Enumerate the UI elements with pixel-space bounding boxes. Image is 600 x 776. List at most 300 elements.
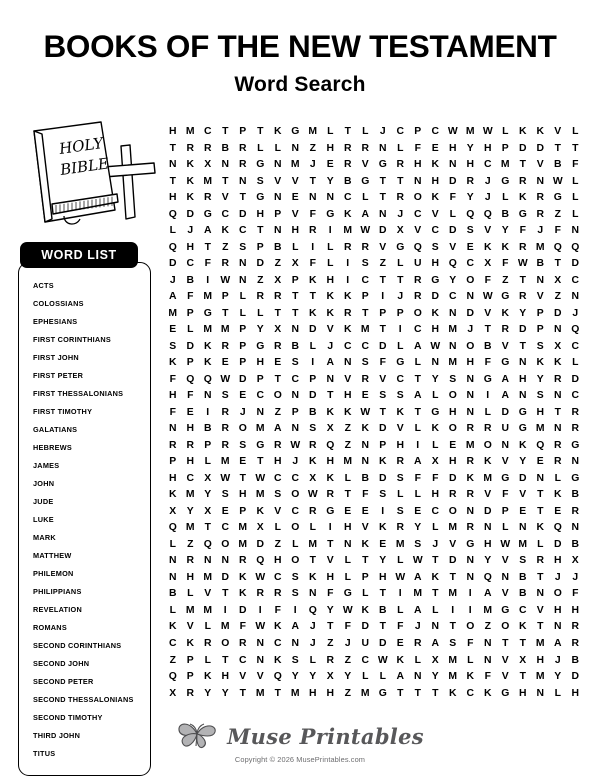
- grid-cell[interactable]: K: [273, 654, 282, 666]
- grid-cell[interactable]: V: [536, 604, 544, 616]
- grid-cell[interactable]: S: [449, 637, 457, 649]
- grid-cell[interactable]: P: [501, 505, 509, 517]
- grid-cell[interactable]: T: [554, 142, 561, 154]
- grid-cell[interactable]: R: [396, 159, 404, 171]
- grid-cell[interactable]: T: [362, 555, 369, 567]
- grid-cell[interactable]: Y: [519, 456, 527, 468]
- grid-cell[interactable]: B: [501, 208, 509, 220]
- grid-cell[interactable]: T: [257, 126, 264, 137]
- grid-cell[interactable]: H: [221, 671, 229, 683]
- grid-cell[interactable]: T: [537, 621, 544, 633]
- grid-cell[interactable]: S: [291, 654, 299, 666]
- grid-cell[interactable]: Z: [274, 258, 281, 270]
- grid-cell[interactable]: G: [518, 208, 527, 220]
- grid-cell[interactable]: U: [361, 637, 369, 649]
- grid-cell[interactable]: Z: [344, 654, 351, 666]
- grid-cell[interactable]: Q: [168, 522, 177, 534]
- word-list-item[interactable]: SECOND CORINTHIANS: [33, 641, 122, 651]
- grid-cell[interactable]: F: [414, 142, 421, 154]
- grid-cell[interactable]: L: [344, 555, 351, 567]
- grid-cell[interactable]: S: [239, 439, 247, 451]
- grid-cell[interactable]: M: [255, 687, 265, 699]
- word-list-item[interactable]: FIRST JOHN: [33, 353, 79, 363]
- grid-cell[interactable]: F: [169, 406, 176, 418]
- grid-cell[interactable]: N: [168, 423, 177, 435]
- grid-cell[interactable]: L: [449, 208, 456, 220]
- grid-cell[interactable]: R: [466, 175, 474, 187]
- grid-cell[interactable]: P: [239, 505, 247, 517]
- grid-cell[interactable]: B: [553, 159, 562, 171]
- grid-cell[interactable]: W: [517, 258, 528, 270]
- grid-cell[interactable]: T: [274, 307, 281, 319]
- grid-cell[interactable]: Q: [553, 241, 562, 253]
- grid-cell[interactable]: B: [483, 340, 492, 352]
- grid-cell[interactable]: A: [326, 357, 334, 369]
- grid-cell[interactable]: X: [396, 225, 404, 237]
- grid-cell[interactable]: C: [291, 505, 299, 517]
- word-list-item[interactable]: LUKE: [33, 515, 54, 525]
- grid-cell[interactable]: P: [396, 307, 404, 319]
- grid-cell[interactable]: M: [483, 604, 493, 616]
- grid-cell[interactable]: F: [379, 357, 386, 369]
- grid-cell[interactable]: Y: [221, 687, 229, 699]
- grid-cell[interactable]: C: [221, 208, 229, 220]
- grid-cell[interactable]: N: [291, 423, 299, 435]
- grid-cell[interactable]: J: [327, 340, 334, 352]
- word-list-item[interactable]: FIRST THESSALONIANS: [33, 389, 124, 399]
- grid-cell[interactable]: M: [185, 489, 195, 501]
- grid-cell[interactable]: Y: [309, 671, 317, 683]
- grid-cell[interactable]: F: [239, 621, 246, 633]
- grid-cell[interactable]: S: [396, 505, 404, 517]
- grid-cell[interactable]: H: [431, 175, 439, 187]
- grid-cell[interactable]: L: [344, 472, 351, 484]
- grid-cell[interactable]: K: [501, 241, 509, 253]
- grid-cell[interactable]: N: [361, 439, 369, 451]
- grid-cell[interactable]: P: [309, 373, 317, 385]
- grid-cell[interactable]: L: [309, 522, 316, 534]
- grid-cell[interactable]: T: [414, 687, 421, 699]
- grid-cell[interactable]: N: [448, 159, 457, 171]
- grid-cell[interactable]: R: [413, 291, 422, 303]
- grid-cell[interactable]: G: [378, 159, 387, 171]
- grid-cell[interactable]: M: [185, 126, 195, 137]
- grid-cell[interactable]: D: [536, 142, 544, 154]
- grid-cell[interactable]: M: [500, 159, 510, 171]
- grid-cell[interactable]: T: [519, 671, 526, 683]
- grid-cell[interactable]: E: [466, 241, 474, 253]
- grid-cell[interactable]: O: [238, 423, 247, 435]
- grid-cell[interactable]: N: [256, 637, 264, 649]
- grid-cell[interactable]: V: [379, 241, 387, 253]
- grid-cell[interactable]: R: [361, 241, 369, 253]
- grid-cell[interactable]: T: [222, 588, 229, 600]
- grid-cell[interactable]: F: [572, 588, 579, 600]
- grid-cell[interactable]: N: [221, 555, 229, 567]
- grid-cell[interactable]: N: [466, 291, 474, 303]
- grid-cell[interactable]: M: [185, 604, 195, 616]
- grid-cell[interactable]: E: [274, 357, 282, 369]
- grid-cell[interactable]: L: [187, 324, 194, 336]
- grid-cell[interactable]: N: [483, 637, 492, 649]
- grid-cell[interactable]: E: [536, 456, 544, 468]
- grid-cell[interactable]: T: [257, 456, 264, 468]
- grid-cell[interactable]: I: [328, 225, 332, 237]
- grid-cell[interactable]: M: [203, 571, 213, 583]
- grid-cell[interactable]: L: [169, 225, 176, 237]
- grid-cell[interactable]: V: [396, 423, 404, 435]
- grid-cell[interactable]: H: [553, 604, 562, 616]
- grid-cell[interactable]: Z: [379, 258, 386, 270]
- grid-cell[interactable]: Q: [571, 241, 580, 253]
- grid-cell[interactable]: N: [291, 142, 299, 154]
- grid-cell[interactable]: E: [519, 505, 527, 517]
- grid-cell[interactable]: L: [204, 621, 211, 633]
- grid-cell[interactable]: Q: [483, 571, 492, 583]
- grid-cell[interactable]: K: [378, 456, 387, 468]
- grid-cell[interactable]: K: [186, 175, 194, 187]
- grid-cell[interactable]: O: [221, 538, 230, 550]
- grid-cell[interactable]: J: [537, 225, 544, 237]
- grid-cell[interactable]: M: [448, 522, 458, 534]
- grid-cell[interactable]: S: [309, 423, 317, 435]
- grid-cell[interactable]: C: [273, 472, 282, 484]
- grid-cell[interactable]: D: [361, 621, 369, 633]
- grid-cell[interactable]: K: [168, 357, 177, 369]
- grid-cell[interactable]: F: [502, 258, 509, 270]
- grid-cell[interactable]: N: [536, 175, 544, 187]
- grid-cell[interactable]: W: [220, 373, 231, 385]
- grid-cell[interactable]: V: [379, 373, 387, 385]
- grid-cell[interactable]: C: [571, 390, 579, 402]
- grid-cell[interactable]: M: [448, 324, 458, 336]
- grid-cell[interactable]: R: [553, 439, 562, 451]
- grid-cell[interactable]: R: [571, 621, 579, 633]
- grid-cell[interactable]: F: [414, 472, 421, 484]
- grid-cell[interactable]: W: [447, 126, 458, 137]
- grid-cell[interactable]: L: [379, 671, 386, 683]
- grid-cell[interactable]: V: [484, 225, 492, 237]
- grid-cell[interactable]: M: [413, 588, 423, 600]
- grid-cell[interactable]: G: [501, 357, 510, 369]
- grid-cell[interactable]: V: [274, 175, 282, 187]
- grid-cell[interactable]: H: [431, 324, 439, 336]
- grid-cell[interactable]: N: [343, 538, 352, 550]
- grid-cell[interactable]: N: [518, 390, 527, 402]
- grid-cell[interactable]: K: [361, 538, 369, 550]
- grid-cell[interactable]: W: [255, 571, 266, 583]
- grid-cell[interactable]: A: [553, 637, 562, 649]
- grid-cell[interactable]: G: [256, 192, 265, 204]
- grid-cell[interactable]: S: [396, 390, 404, 402]
- grid-cell[interactable]: H: [536, 406, 544, 418]
- grid-cell[interactable]: M: [465, 439, 475, 451]
- grid-cell[interactable]: L: [414, 489, 421, 501]
- grid-cell[interactable]: L: [362, 671, 369, 683]
- grid-cell[interactable]: V: [221, 192, 229, 204]
- word-list-item[interactable]: SECOND PETER: [33, 677, 94, 686]
- grid-cell[interactable]: E: [326, 159, 334, 171]
- word-list-item[interactable]: FIRST CORINTHIANS: [33, 335, 112, 345]
- grid-cell[interactable]: W: [220, 274, 231, 286]
- grid-cell[interactable]: I: [381, 505, 385, 517]
- grid-cell[interactable]: R: [413, 274, 422, 286]
- grid-cell[interactable]: T: [222, 307, 229, 319]
- grid-cell[interactable]: R: [326, 654, 334, 666]
- grid-cell[interactable]: C: [361, 340, 369, 352]
- grid-cell[interactable]: R: [221, 406, 229, 418]
- grid-cell[interactable]: H: [466, 357, 474, 369]
- grid-cell[interactable]: H: [518, 373, 527, 385]
- grid-cell[interactable]: L: [397, 142, 404, 154]
- grid-cell[interactable]: R: [238, 142, 247, 154]
- grid-cell[interactable]: N: [448, 340, 457, 352]
- grid-cell[interactable]: D: [378, 423, 387, 435]
- grid-cell[interactable]: D: [571, 258, 579, 270]
- word-list-item[interactable]: ROMANS: [33, 623, 67, 633]
- grid-cell[interactable]: T: [344, 126, 351, 137]
- grid-cell[interactable]: X: [204, 472, 212, 484]
- grid-cell[interactable]: B: [203, 423, 212, 435]
- grid-cell[interactable]: C: [413, 208, 422, 220]
- grid-cell[interactable]: E: [221, 357, 229, 369]
- grid-cell[interactable]: V: [449, 538, 457, 550]
- grid-cell[interactable]: Q: [483, 208, 492, 220]
- grid-cell[interactable]: K: [518, 126, 527, 137]
- grid-cell[interactable]: P: [536, 307, 544, 319]
- grid-cell[interactable]: R: [186, 142, 194, 154]
- grid-cell[interactable]: B: [221, 142, 229, 154]
- grid-cell[interactable]: R: [238, 159, 247, 171]
- grid-cell[interactable]: J: [432, 538, 439, 550]
- grid-cell[interactable]: J: [572, 571, 579, 583]
- grid-cell[interactable]: L: [362, 126, 369, 137]
- grid-cell[interactable]: K: [431, 192, 439, 204]
- grid-cell[interactable]: Q: [273, 671, 282, 683]
- grid-cell[interactable]: J: [292, 456, 299, 468]
- grid-cell[interactable]: M: [360, 324, 370, 336]
- grid-cell[interactable]: P: [536, 324, 544, 336]
- grid-cell[interactable]: O: [291, 555, 300, 567]
- grid-cell[interactable]: M: [535, 637, 545, 649]
- grid-cell[interactable]: V: [344, 373, 352, 385]
- grid-cell[interactable]: T: [519, 637, 526, 649]
- word-list-item[interactable]: PHILEMON: [33, 569, 74, 579]
- grid-cell[interactable]: O: [501, 621, 510, 633]
- word-list-item[interactable]: GALATIANS: [33, 425, 78, 435]
- grid-cell[interactable]: F: [484, 357, 491, 369]
- grid-cell[interactable]: H: [168, 472, 177, 484]
- grid-cell[interactable]: F: [397, 621, 404, 633]
- grid-cell[interactable]: Y: [466, 192, 474, 204]
- grid-cell[interactable]: Q: [448, 258, 457, 270]
- grid-cell[interactable]: T: [537, 505, 544, 517]
- grid-cell[interactable]: R: [221, 340, 229, 352]
- grid-cell[interactable]: D: [518, 142, 527, 154]
- grid-cell[interactable]: P: [239, 324, 247, 336]
- grid-cell[interactable]: B: [273, 241, 282, 253]
- grid-cell[interactable]: R: [536, 555, 544, 567]
- grid-cell[interactable]: K: [536, 126, 544, 137]
- grid-cell[interactable]: G: [501, 687, 510, 699]
- grid-cell[interactable]: T: [292, 291, 299, 303]
- grid-cell[interactable]: S: [466, 225, 474, 237]
- grid-cell[interactable]: P: [186, 307, 194, 319]
- grid-cell[interactable]: H: [186, 571, 194, 583]
- grid-cell[interactable]: R: [343, 159, 352, 171]
- grid-cell[interactable]: G: [326, 505, 335, 517]
- grid-cell[interactable]: I: [381, 291, 385, 303]
- grid-cell[interactable]: L: [274, 142, 281, 154]
- grid-cell[interactable]: T: [204, 522, 211, 534]
- grid-cell[interactable]: K: [553, 357, 562, 369]
- grid-cell[interactable]: W: [412, 555, 423, 567]
- grid-cell[interactable]: Z: [554, 208, 561, 220]
- grid-cell[interactable]: H: [326, 456, 334, 468]
- grid-cell[interactable]: L: [187, 588, 194, 600]
- grid-cell[interactable]: P: [361, 571, 369, 583]
- grid-cell[interactable]: S: [221, 390, 229, 402]
- grid-cell[interactable]: T: [309, 175, 316, 187]
- grid-cell[interactable]: V: [501, 456, 509, 468]
- grid-cell[interactable]: H: [326, 571, 334, 583]
- grid-cell[interactable]: L: [397, 489, 404, 501]
- grid-cell[interactable]: I: [468, 604, 472, 616]
- grid-cell[interactable]: S: [291, 571, 299, 583]
- grid-cell[interactable]: T: [397, 274, 404, 286]
- grid-cell[interactable]: R: [203, 142, 212, 154]
- grid-cell[interactable]: T: [239, 192, 246, 204]
- grid-cell[interactable]: R: [518, 175, 527, 187]
- grid-cell[interactable]: N: [291, 390, 299, 402]
- grid-cell[interactable]: G: [326, 208, 335, 220]
- grid-cell[interactable]: N: [431, 621, 439, 633]
- grid-cell[interactable]: T: [239, 687, 246, 699]
- grid-cell[interactable]: T: [379, 274, 386, 286]
- grid-cell[interactable]: A: [273, 423, 282, 435]
- grid-cell[interactable]: E: [361, 390, 369, 402]
- grid-cell[interactable]: L: [572, 192, 579, 204]
- grid-cell[interactable]: D: [378, 472, 387, 484]
- grid-cell[interactable]: P: [256, 373, 264, 385]
- grid-cell[interactable]: K: [308, 456, 317, 468]
- word-list-item[interactable]: JOHN: [33, 479, 55, 489]
- grid-cell[interactable]: T: [432, 687, 439, 699]
- grid-cell[interactable]: H: [168, 126, 177, 137]
- grid-cell[interactable]: K: [466, 671, 474, 683]
- grid-cell[interactable]: E: [239, 390, 247, 402]
- grid-cell[interactable]: T: [274, 373, 281, 385]
- grid-cell[interactable]: R: [396, 456, 404, 468]
- grid-cell[interactable]: T: [327, 621, 334, 633]
- grid-cell[interactable]: V: [449, 241, 457, 253]
- grid-cell[interactable]: S: [449, 373, 457, 385]
- grid-cell[interactable]: C: [221, 522, 229, 534]
- grid-cell[interactable]: G: [343, 588, 352, 600]
- grid-cell[interactable]: O: [466, 621, 475, 633]
- grid-cell[interactable]: H: [396, 439, 404, 451]
- grid-cell[interactable]: K: [431, 307, 439, 319]
- grid-cell[interactable]: K: [186, 637, 194, 649]
- grid-cell[interactable]: C: [431, 505, 439, 517]
- grid-cell[interactable]: W: [360, 225, 371, 237]
- grid-cell[interactable]: V: [361, 522, 369, 534]
- grid-cell[interactable]: K: [238, 588, 247, 600]
- grid-cell[interactable]: T: [222, 126, 229, 137]
- grid-cell[interactable]: J: [572, 307, 579, 319]
- grid-cell[interactable]: A: [413, 456, 422, 468]
- grid-cell[interactable]: Q: [256, 555, 265, 567]
- grid-cell[interactable]: Y: [449, 274, 457, 286]
- grid-cell[interactable]: X: [484, 258, 492, 270]
- grid-cell[interactable]: L: [554, 472, 561, 484]
- grid-cell[interactable]: O: [291, 489, 300, 501]
- grid-cell[interactable]: K: [186, 159, 194, 171]
- grid-cell[interactable]: K: [466, 472, 474, 484]
- grid-cell[interactable]: F: [187, 390, 194, 402]
- grid-cell[interactable]: N: [238, 274, 247, 286]
- grid-cell[interactable]: N: [238, 175, 247, 187]
- grid-cell[interactable]: C: [273, 637, 282, 649]
- grid-cell[interactable]: V: [326, 555, 334, 567]
- grid-cell[interactable]: E: [379, 538, 387, 550]
- grid-cell[interactable]: C: [483, 159, 492, 171]
- grid-cell[interactable]: F: [432, 472, 439, 484]
- grid-cell[interactable]: W: [307, 489, 318, 501]
- grid-cell[interactable]: M: [343, 225, 353, 237]
- grid-cell[interactable]: L: [572, 208, 579, 220]
- grid-cell[interactable]: L: [537, 538, 544, 550]
- grid-cell[interactable]: N: [308, 588, 317, 600]
- grid-cell[interactable]: C: [396, 126, 404, 137]
- grid-cell[interactable]: S: [396, 472, 404, 484]
- grid-cell[interactable]: L: [414, 423, 421, 435]
- grid-cell[interactable]: C: [431, 225, 439, 237]
- grid-cell[interactable]: N: [273, 192, 282, 204]
- grid-cell[interactable]: T: [379, 192, 386, 204]
- grid-cell[interactable]: N: [466, 505, 474, 517]
- grid-cell[interactable]: G: [256, 159, 265, 171]
- grid-cell[interactable]: R: [186, 687, 194, 699]
- grid-cell[interactable]: B: [518, 571, 527, 583]
- grid-cell[interactable]: K: [308, 307, 317, 319]
- grid-cell[interactable]: M: [535, 423, 545, 435]
- grid-cell[interactable]: I: [346, 274, 350, 286]
- grid-cell[interactable]: A: [396, 671, 404, 683]
- grid-cell[interactable]: F: [502, 489, 509, 501]
- grid-cell[interactable]: N: [518, 522, 527, 534]
- grid-cell[interactable]: L: [239, 291, 246, 303]
- grid-cell[interactable]: P: [239, 357, 247, 369]
- grid-cell[interactable]: E: [361, 505, 369, 517]
- grid-cell[interactable]: S: [361, 357, 369, 369]
- grid-cell[interactable]: I: [206, 406, 210, 418]
- grid-cell[interactable]: K: [518, 439, 527, 451]
- grid-cell[interactable]: N: [571, 522, 579, 534]
- grid-cell[interactable]: M: [255, 423, 265, 435]
- grid-cell[interactable]: Y: [536, 373, 544, 385]
- grid-cell[interactable]: K: [343, 406, 352, 418]
- grid-cell[interactable]: C: [466, 687, 474, 699]
- grid-cell[interactable]: R: [343, 307, 352, 319]
- grid-cell[interactable]: L: [432, 522, 439, 534]
- grid-cell[interactable]: Z: [327, 637, 334, 649]
- grid-cell[interactable]: N: [378, 142, 387, 154]
- grid-cell[interactable]: K: [308, 571, 317, 583]
- word-list-item[interactable]: EPHESIANS: [33, 317, 78, 327]
- grid-cell[interactable]: N: [203, 390, 212, 402]
- grid-cell[interactable]: R: [168, 439, 177, 451]
